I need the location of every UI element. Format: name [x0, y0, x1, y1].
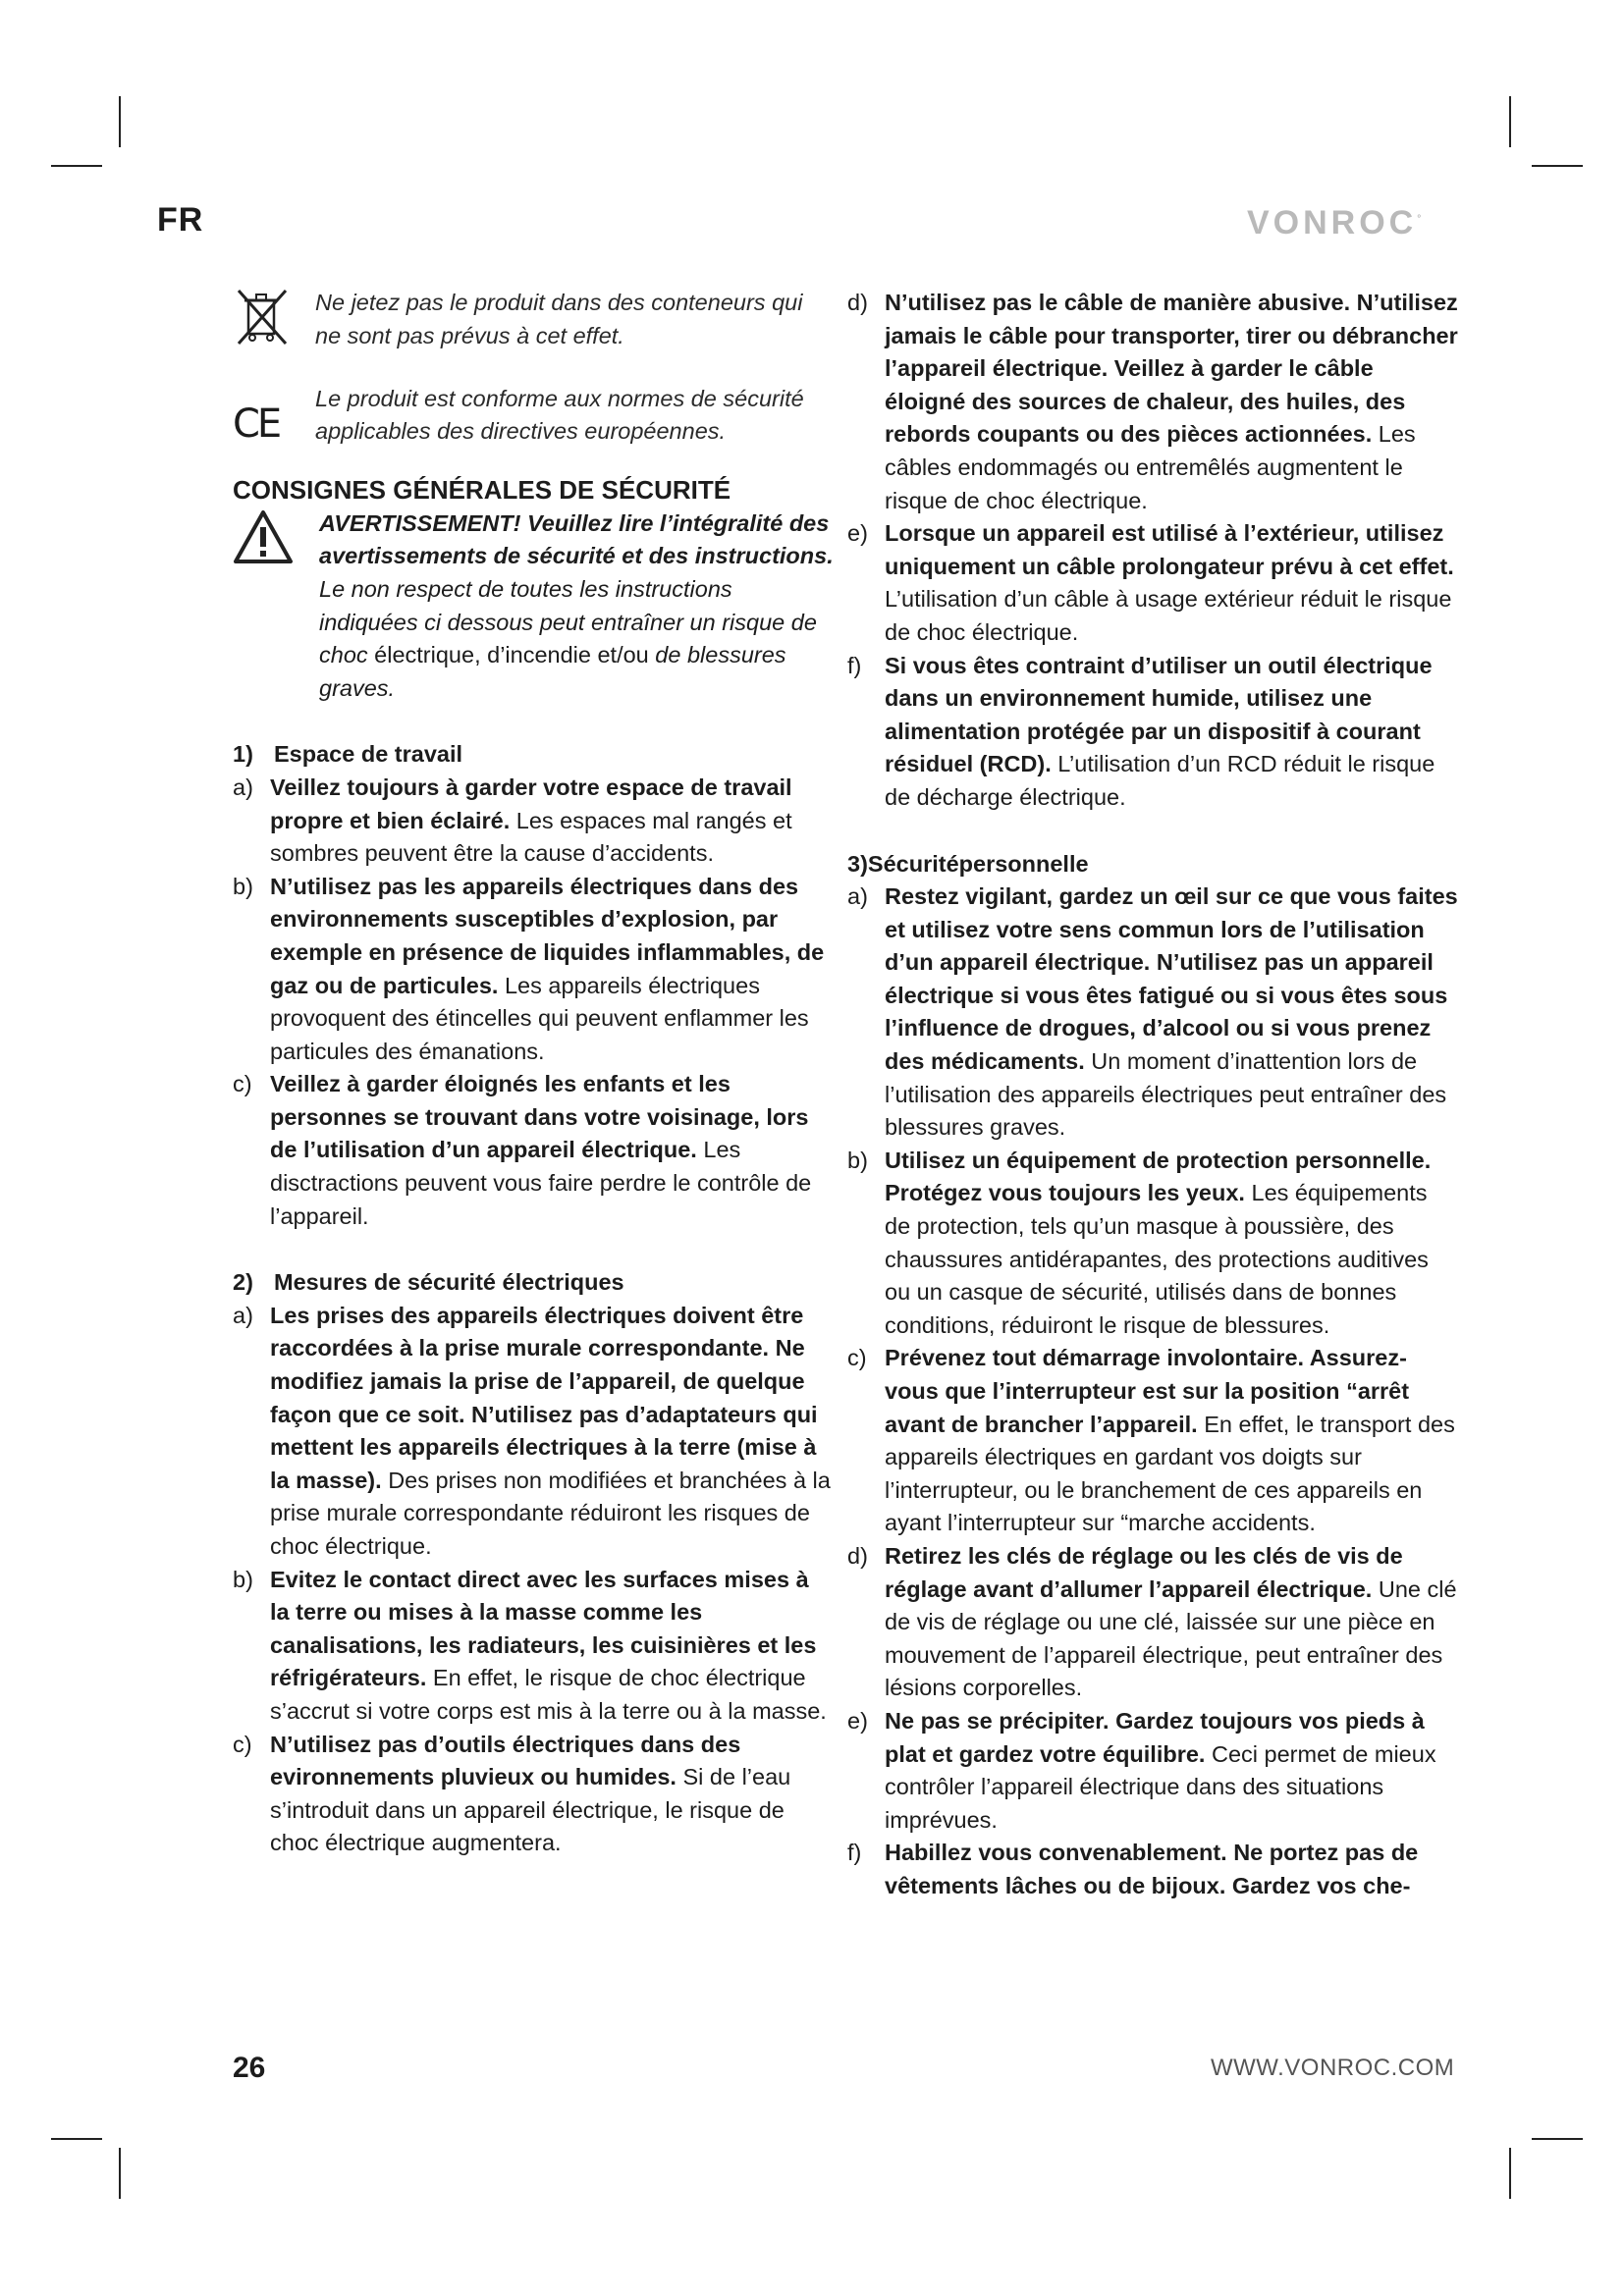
warning-bold-text: AVERTISSEMENT! Veuillez lire l’intégralité des avertissements de sécurité et des instructions. — [319, 509, 834, 569]
ce-mark-icon: CE — [233, 400, 280, 447]
section-title: Mesures de sécurité électriques — [274, 1269, 624, 1296]
list-item: e) Lorsque un appareil est utilisé à l’extérieur, utilisez uniquement un câble prolongateur prévu à cet effet. L’utilisation d’un câble à usage extérieur réduit le risque de choc électrique. — [847, 520, 1454, 645]
crop-mark — [1532, 2138, 1583, 2140]
language-code: FR — [157, 201, 204, 239]
list-item: b) Evitez le contact direct avec les surfaces mises à la terre ou mises à la masse comme les canalisations, les radiateurs, les cuisinières et les réfrigérateurs. En effet, le risque de choc électrique s’accrut si votre corps est mis à la terre ou à la masse. — [233, 1566, 827, 1724]
list-item: c) N’utilisez pas d’outils électriques dans des evironnements pluvieux ou humides. Si de l’eau s’introduit dans un appareil électrique, le risque de choc électrique augmentera. — [233, 1731, 791, 1856]
list-item: c) Veillez à garder éloignés les enfants et les personnes se trouvant dans votre voisinage, lors de l’utilisation d’un appareil électrique. Les disctractions peuvent vous faire perdre le contrôle de l’appareil. — [233, 1071, 812, 1229]
crop-mark — [119, 2148, 121, 2199]
list-item: f) Si vous êtes contraint d’utiliser un outil électrique dans un environnement humide, utilisez une alimentation protégée par un dispositif à courant résiduel (RCD). L’utilisation d’un RCD réduit le risque de décharge électrique. — [847, 652, 1435, 810]
list-item: f) Habillez vous convenablement. Ne portez pas de vêtements lâches ou de bijoux. Gardez vos che- — [847, 1840, 1419, 1898]
list-item: c) Prévenez tout démarrage involontaire. Assurez-vous que l’interrupteur est sur la position “arrêt avant de brancher l’appareil. En effet, le transport des appareils électriques en gardant vos doigts sur l’interrupteur, ou le branchement de ces appareils en ayant l’interrupteur sur “marche accidents. — [847, 1345, 1455, 1536]
list-item: e) Ne pas se précipiter. Gardez toujours vos pieds à plat et gardez votre équilibre. Ceci permet de mieux contrôler l’appareil électrique dans des situations imprévues. — [847, 1707, 1436, 1833]
crop-mark — [1509, 96, 1511, 147]
section-heading: 2) Mesures de sécurité électriques — [233, 1266, 834, 1300]
brand-name: VONROC — [1247, 204, 1418, 241]
ce-notice — [233, 383, 834, 449]
crop-mark — [1509, 2148, 1511, 2199]
section-title: Sécuritépersonnelle — [867, 850, 1089, 877]
list-item: d) N’utilisez pas le câble de manière abusive. N’utilisez jamais le câble pour transporter, tirer ou débrancher l’appareil électrique. Veillez à garder le câble éloigné des sources de chaleur, des huiles, des rebords coupants ou des pièces actionnées. Les câbles endommagés ou entremêlés augmentent le risque de choc électrique. — [847, 290, 1458, 513]
section-heading: 1) Espace de travail — [233, 738, 834, 772]
weee-text: Ne jetez pas le produit dans des conteneurs qui ne sont pas prévus à cet effet. — [315, 290, 803, 348]
safety-title: CONSIGNES GÉNÉRALES DE SÉCURITÉ — [233, 474, 731, 505]
list-item: a) Les prises des appareils électriques doivent être raccordées à la prise murale correspondante. Ne modifiez jamais la prise de l’appareil, de quelque façon que ce soit. N’utilisez pas d’adaptateurs qui mettent les appareils électriques à la terre (mise à la masse). Des prises non modifiées et branchées à la prise murale correspondante réduiront les risques de choc électrique. — [233, 1302, 831, 1559]
list-item: d) Retirez les clés de réglage ou les clés de vis de réglage avant d’allumer l’appareil électrique. Une clé de vis de réglage ou une clé, laissée sur une pièce en mouvement de l’appareil électrique, peut entraîner des lésions corporelles. — [847, 1542, 1457, 1701]
crossed-out-bin-icon — [233, 287, 315, 357]
crop-mark — [51, 165, 102, 167]
brand-logo: VONROC° — [1247, 204, 1422, 241]
page-number: 26 — [233, 2052, 266, 2084]
left-column — [233, 287, 834, 1860]
crop-mark — [119, 96, 121, 147]
crop-mark — [1532, 165, 1583, 167]
list-item: b) N’utilisez pas les appareils électriques dans des environnements susceptibles d’explosion, par exemple en présence de liquides inflammables, de gaz ou de particules. Les appareils électriques provoquent des étincelles qui peuvent enflammer les particules des émanations. — [233, 873, 825, 1064]
right-column — [847, 287, 1458, 1903]
list-item: a) Veillez toujours à garder votre espace de travail propre et bien éclairé. Les espaces mal rangés et sombres peuvent être la cause d’accidents. — [233, 774, 792, 867]
ce-text: Le produit est conforme aux normes de sécurité applicables des directives européennes. — [315, 385, 804, 445]
warning-block — [233, 507, 834, 706]
list-item: a) Restez vigilant, gardez un œil sur ce que vous faites et utilisez votre sens commun lors de l’utilisation d’un appareil électrique. N’utilisez pas un appareil électrique si vous êtes fatigué ou si vous êtes sous l’influence de drogues, d’alcool ou si vous prenez des médicaments. Un moment d’inattention lors de l’utilisation des appareils électriques peut entraîner des blessures graves. — [847, 883, 1458, 1141]
crop-mark — [51, 2138, 102, 2140]
section-title: Espace de travail — [274, 741, 463, 768]
warning-text-b: électrique, d’incendie et/ou — [374, 642, 649, 668]
list-item: b) Utilisez un équipement de protection personnelle. Protégez vous toujours les yeux. Les équipements de protection, tels qu’un masque à poussière, des chaussures antidérapantes, des protections auditives ou un casque de sécurité, utilisés dans de bonnes conditions, réduiront le risque de blessures. — [847, 1147, 1432, 1338]
warning-text-a: Le non respect de toutes les instructions indiquées ci dessous peut entraîner un risque de choc — [319, 575, 817, 668]
weee-notice — [233, 287, 834, 357]
warning-text-c: de blessures graves. — [319, 642, 786, 701]
website-link: WWW.VONROC.COM — [1211, 2055, 1455, 2081]
warning-triangle-icon — [233, 509, 294, 574]
section-heading: 3) Sécuritépersonnelle — [847, 848, 1458, 881]
